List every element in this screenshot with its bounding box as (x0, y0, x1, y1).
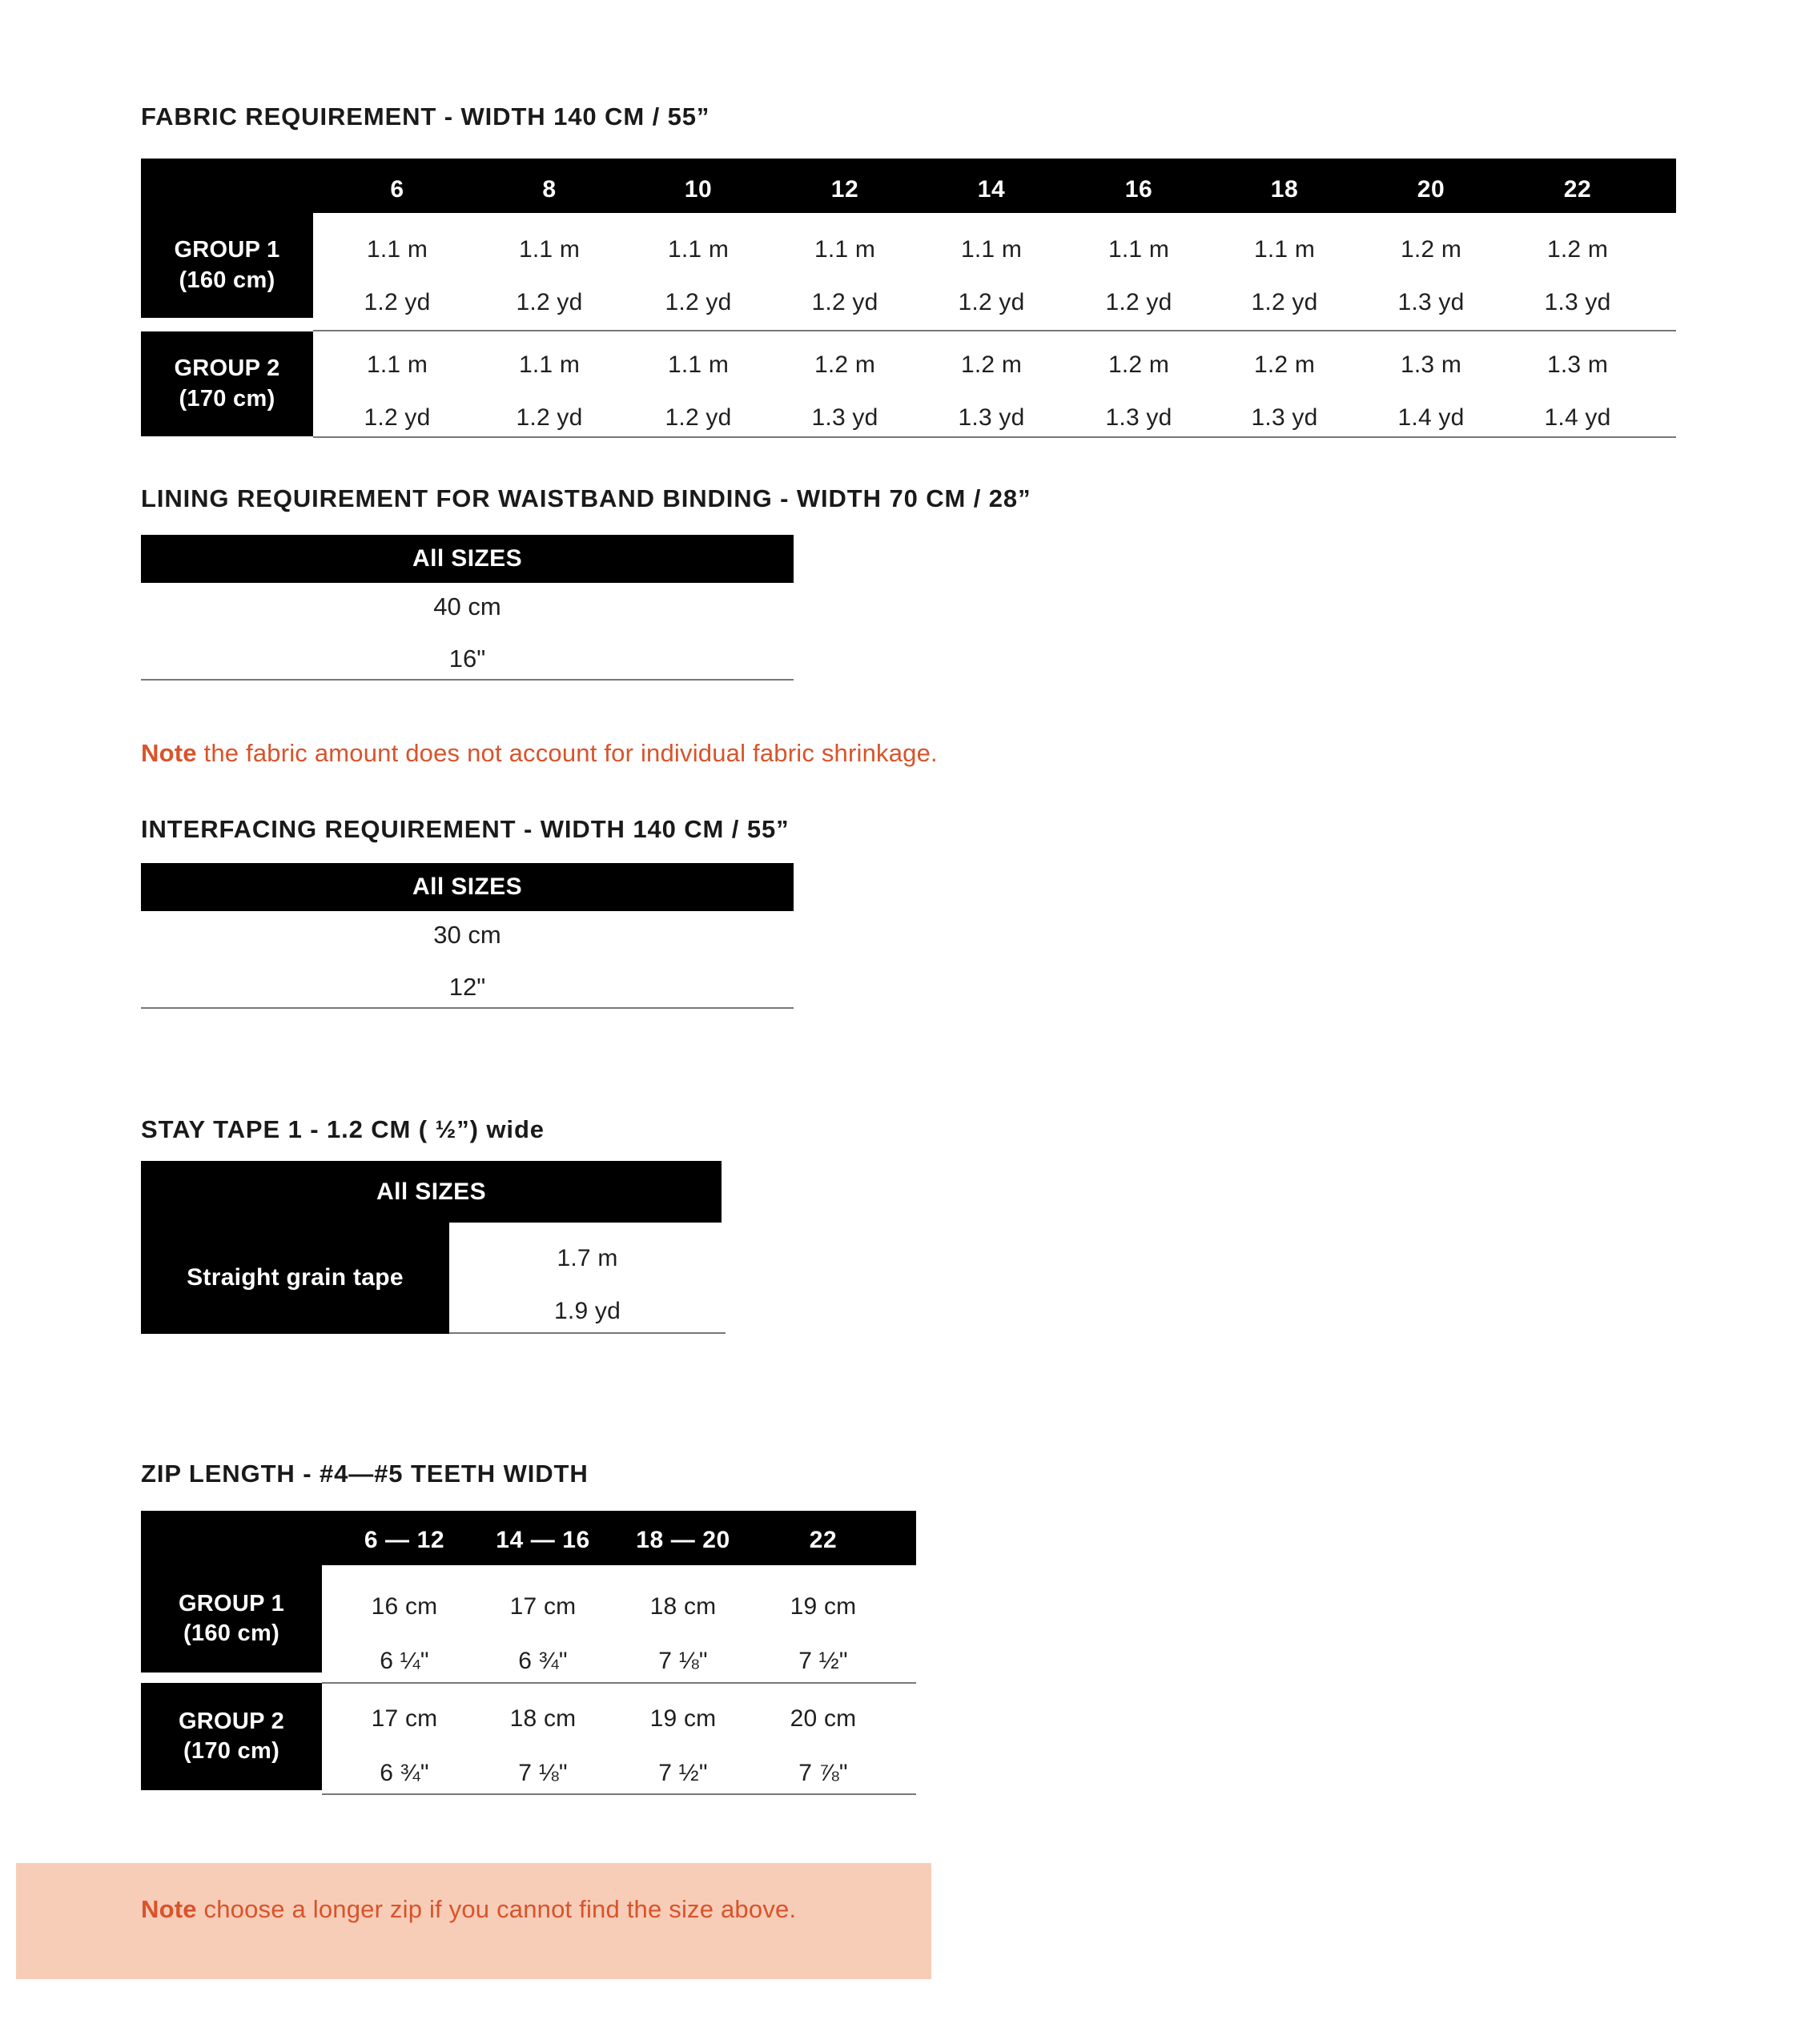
fabric-divider-2 (313, 436, 1676, 438)
fabric-g1-metric-3: 1.1 m (814, 236, 876, 263)
note-shrinkage (141, 739, 938, 768)
lining-requirement-title: LINING REQUIREMENT FOR WAISTBAND BINDING - WIDTH 70 CM / 28” (141, 484, 1031, 512)
zip-row-label-group1-line2: (160 cm) (183, 1620, 280, 1646)
fabric-g2-metric-3: 1.2 m (814, 351, 876, 378)
zip-row-label-group2 (141, 1683, 322, 1790)
zip-g2-metric-0: 17 cm (371, 1705, 438, 1732)
fabric-g2-metric-0: 1.1 m (366, 351, 428, 378)
fabric-g2-imperial-4: 1.3 yd (958, 404, 1025, 431)
fabric-col-header-5: 16 (1124, 176, 1153, 203)
interfacing-value-imperial: 12" (448, 973, 486, 1001)
stay-tape-all-sizes-header: All SIZES (141, 1161, 722, 1223)
fabric-col-header-2: 10 (684, 176, 713, 203)
fabric-g2-imperial-2: 1.2 yd (665, 404, 732, 431)
fabric-row-label-group1 (141, 213, 313, 318)
stay-tape-row-label (141, 1223, 449, 1334)
note-zip-label: Note (141, 1895, 197, 1923)
fabric-g1-imperial-2: 1.2 yd (665, 289, 732, 315)
fabric-g1-imperial-0: 1.2 yd (364, 289, 431, 315)
zip-g2-imperial-3: 7 ⅞" (798, 1760, 848, 1786)
zip-col-header-2: 18 — 20 (636, 1527, 730, 1553)
stay-tape-title: STAY TAPE 1 - 1.2 CM ( ½”) wide (141, 1115, 545, 1143)
zip-row-label-group1 (141, 1565, 322, 1673)
fabric-g1-metric-1: 1.1 m (518, 236, 581, 263)
fabric-col-header-6: 18 (1270, 176, 1299, 203)
fabric-requirement-title: FABRIC REQUIREMENT - WIDTH 140 CM / 55” (141, 102, 710, 131)
zip-g2-imperial-1: 7 ⅛" (518, 1760, 568, 1786)
note-zip (141, 1895, 796, 1924)
fabric-g1-imperial-4: 1.2 yd (958, 289, 1025, 315)
fabric-g2-metric-2: 1.1 m (667, 351, 730, 378)
interfacing-bottom-rule (141, 1007, 794, 1009)
fabric-g2-metric-4: 1.2 m (960, 351, 1023, 378)
fabric-row-label-group1-line1: GROUP 1 (174, 237, 280, 263)
zip-g2-metric-2: 19 cm (649, 1705, 717, 1732)
fabric-row-label-group1-line2: (160 cm) (179, 267, 275, 293)
zip-g1-metric-1: 17 cm (509, 1593, 577, 1620)
fabric-g1-imperial-3: 1.2 yd (811, 289, 878, 315)
fabric-row-label-group2 (141, 331, 313, 436)
fabric-g2-metric-8: 1.3 m (1546, 351, 1609, 378)
fabric-g2-imperial-6: 1.3 yd (1251, 404, 1318, 431)
zip-row-label-group2-line1: GROUP 2 (178, 1708, 285, 1734)
lining-all-sizes-header: All SIZES (141, 535, 794, 583)
fabric-col-header-8: 22 (1563, 176, 1592, 203)
zip-divider-1 (322, 1682, 916, 1684)
interfacing-all-sizes-header: All SIZES (141, 863, 794, 911)
fabric-g1-metric-5: 1.1 m (1108, 236, 1170, 263)
fabric-g2-imperial-8: 1.4 yd (1544, 404, 1611, 431)
fabric-col-header-7: 20 (1417, 176, 1445, 203)
fabric-g1-metric-4: 1.1 m (960, 236, 1023, 263)
zip-g1-metric-0: 16 cm (371, 1593, 438, 1620)
zip-g2-metric-3: 20 cm (790, 1705, 857, 1732)
fabric-g1-imperial-7: 1.3 yd (1397, 289, 1465, 315)
stay-tape-value-imperial: 1.9 yd (554, 1298, 621, 1324)
fabric-col-header-3: 12 (830, 176, 859, 203)
fabric-g2-metric-1: 1.1 m (518, 351, 581, 378)
note-shrinkage-label: Note (141, 739, 197, 767)
fabric-row-label-group2-line2: (170 cm) (179, 385, 275, 412)
fabric-divider-1 (313, 330, 1676, 331)
stay-tape-value-metric: 1.7 m (557, 1245, 618, 1271)
zip-g2-metric-1: 18 cm (509, 1705, 577, 1732)
zip-g1-metric-2: 18 cm (649, 1593, 717, 1620)
fabric-col-header-4: 14 (977, 176, 1006, 203)
zip-g1-imperial-0: 6 ¼" (380, 1648, 429, 1674)
fabric-col-header-0: 6 (390, 176, 404, 203)
note-shrinkage-text: the fabric amount does not account for individual fabric shrinkage. (196, 739, 938, 767)
fabric-g1-metric-2: 1.1 m (667, 236, 730, 263)
stay-tape-row-label-text: Straight grain tape (187, 1264, 404, 1291)
zip-length-title: ZIP LENGTH - #4—#5 TEETH WIDTH (141, 1460, 589, 1488)
fabric-g2-imperial-3: 1.3 yd (811, 404, 878, 431)
zip-g2-imperial-2: 7 ½" (658, 1760, 708, 1786)
note-zip-text: choose a longer zip if you cannot find the size above. (196, 1895, 797, 1923)
lining-value-imperial: 16" (448, 645, 486, 673)
fabric-g1-metric-8: 1.2 m (1546, 236, 1609, 263)
fabric-g2-metric-5: 1.2 m (1108, 351, 1170, 378)
zip-col-header-0: 6 — 12 (364, 1527, 445, 1553)
zip-row-label-group2-line2: (170 cm) (183, 1738, 280, 1764)
zip-row-label-group1-line1: GROUP 1 (178, 1590, 285, 1616)
zip-g1-metric-3: 19 cm (790, 1593, 857, 1620)
fabric-g1-metric-0: 1.1 m (366, 236, 428, 263)
zip-divider-2 (322, 1793, 916, 1795)
fabric-row-label-group2-line1: GROUP 2 (174, 355, 280, 382)
zip-col-header-1: 14 — 16 (496, 1527, 590, 1553)
zip-col-header-3: 22 (809, 1527, 838, 1553)
zip-g1-imperial-2: 7 ⅛" (658, 1648, 708, 1674)
fabric-g1-metric-7: 1.2 m (1400, 236, 1462, 263)
fabric-g1-imperial-8: 1.3 yd (1544, 289, 1611, 315)
interfacing-requirement-title: INTERFACING REQUIREMENT - WIDTH 140 CM / 55” (141, 815, 790, 843)
fabric-col-header-1: 8 (542, 176, 557, 203)
fabric-g2-metric-7: 1.3 m (1400, 351, 1462, 378)
stay-tape-bottom-rule (449, 1332, 726, 1334)
zip-g1-imperial-3: 7 ½" (798, 1648, 848, 1674)
zip-g2-imperial-0: 6 ¾" (380, 1760, 429, 1786)
fabric-g2-imperial-1: 1.2 yd (516, 404, 583, 431)
zip-g1-imperial-1: 6 ¾" (518, 1648, 568, 1674)
fabric-g1-imperial-5: 1.2 yd (1105, 289, 1172, 315)
fabric-g1-imperial-6: 1.2 yd (1251, 289, 1318, 315)
fabric-g2-metric-6: 1.2 m (1253, 351, 1316, 378)
fabric-g2-imperial-0: 1.2 yd (364, 404, 431, 431)
interfacing-value-metric: 30 cm (433, 921, 501, 949)
fabric-g1-imperial-1: 1.2 yd (516, 289, 583, 315)
fabric-g1-metric-6: 1.1 m (1253, 236, 1316, 263)
fabric-g2-imperial-7: 1.4 yd (1397, 404, 1465, 431)
lining-value-metric: 40 cm (433, 592, 501, 620)
lining-bottom-rule (141, 679, 794, 681)
fabric-g2-imperial-5: 1.3 yd (1105, 404, 1172, 431)
